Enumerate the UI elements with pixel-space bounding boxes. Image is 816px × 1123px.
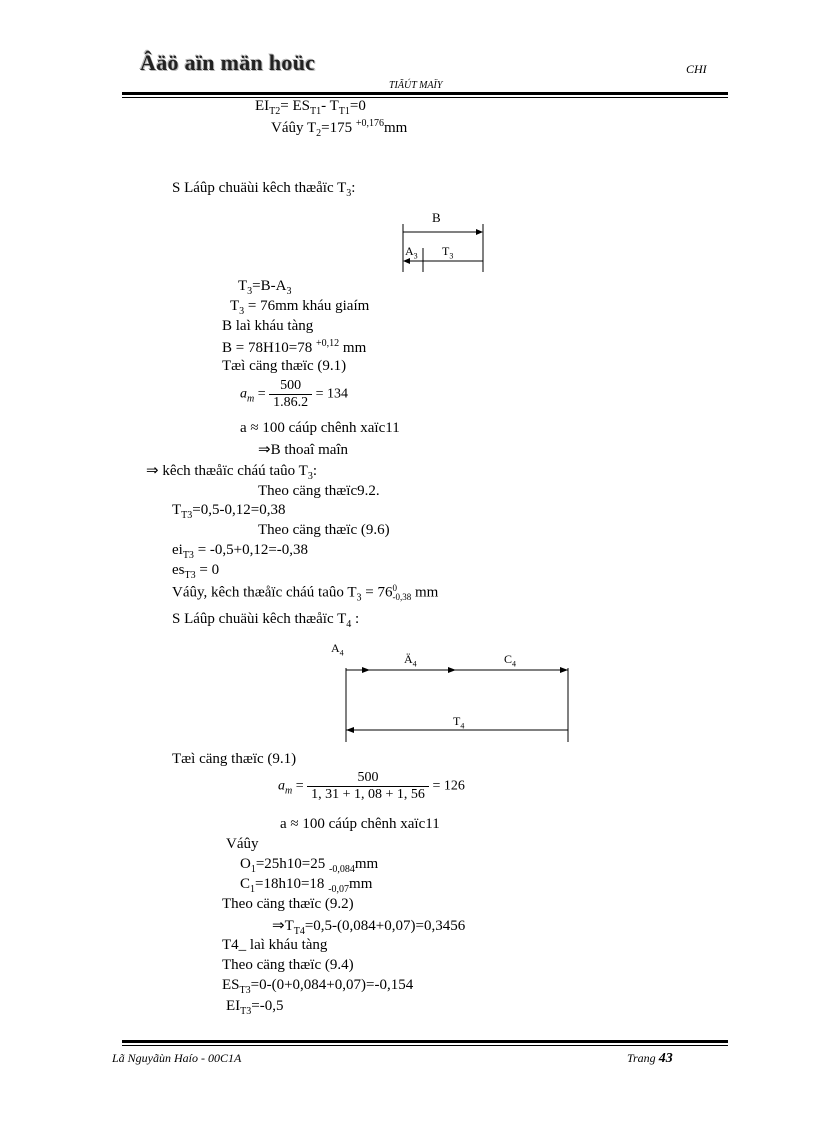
text-formula-9-6: Theo cäng thæïc (9.6) [258,522,390,538]
text-therefore: Váûy [226,836,259,852]
text-accuracy-grade-11-second: a ≈ 100 cáúp chênh xaïc11 [280,816,440,832]
equation-t3-76: $T_3 = 76mm$ kháu giaím [230,298,370,317]
diagram1-label-t3: $T_3$ [442,244,454,261]
dimension-chain-diagram-t4 [330,660,580,746]
text-manufacturing-dim-t3: ⇒ kêch thæåïc cháú taûo $T_3$: [146,463,317,482]
header-subtitle: TIÃÚT MAÏY [389,80,443,91]
text-accuracy-grade-11: a ≈ 100 cáúp chênh xaïc11 [240,420,400,436]
text-b-increasing: B laì kháu tàng [222,318,314,334]
dimension-chain-diagram-t3 [395,208,495,276]
header-right-text: CHI [686,62,707,76]
result-t3: Váûy, kêch thæåïc cháú taûo $T_3 = 76$ 0 -0,38 mm [172,583,439,604]
equation-tt4: $\Rightarrow T_{T4}=0,5-(0,084+0,07)=0,3456$ [272,918,466,937]
diagram1-label-b: B [432,210,441,225]
equation-o1: $O_1=25h10=25$ $_{-0,084}$mm [240,856,379,875]
equation-t3-b-a3: $T_3=B-A_3$ [238,278,292,297]
text-formula-9-2-second: Theo cäng thæïc (9.2) [222,896,354,912]
equation-c1: $C_1=18h10=18$ $_{-0,07}$mm [240,876,373,895]
text-b-satisfied: ⇒B thoaî maîn [258,442,349,458]
header-rule-thin [122,97,728,98]
document-header-title: Âäö aïn män hoüc [140,50,316,75]
diagram2-label-a4: $A_4$ [331,641,344,658]
equation-ei-t2: $EI_{T2}= ES_{T1}-$ $T_{T1}=0$ [255,98,366,117]
fraction-500-over-1-86-2: $\frac{500}{1.86.2}$ [269,378,312,411]
diagram2-label-c4: $C_4$ [504,652,517,669]
diagram2-label-t4: $T_4$ [453,714,465,731]
diagram1-label-a3: $A_3$ [405,244,418,261]
section-t3-heading: S Láûp chuäùi kêch thæåïc $T_3$: [172,180,356,199]
diagram2-label-mid: $Ä_4$ [404,652,417,669]
equation-es-t3: $es_{T3} = 0$ [172,562,220,581]
footer-page-number: Trang 43 [627,1051,673,1066]
equation-b-78h10: B = 78H10=78 $^{+0,12}$ mm [222,338,367,356]
text-t4-increasing: T4_ laì kháu tàng [222,937,328,953]
footer-rule-thin [122,1045,728,1046]
equation-tt3: $T_{T3}=0,5-0,12=0,38$ [172,502,286,521]
equation-es-t3-second: $ES_{T3}=0-(0+0,084+0,07)=-0,154$ [222,977,414,996]
text-formula-9-4: Theo cäng thæïc (9.4) [222,957,354,973]
fraction-500-over-sum: $\frac{500}{1, 31 + 1, 08 + 1, 56}$ [307,770,429,803]
footer-rule [122,1040,728,1043]
result-t2: Váûy $T_2=175$ $^{+0,176}$mm [271,118,408,139]
text-formula-9-1-second: Tæì cäng thæïc (9.1) [172,751,297,767]
header-rule [122,92,728,95]
equation-am-134: $a_m$ = $\frac{500}{1.86.2}$ = 134 [240,378,349,410]
text-formula-9-2: Theo cäng thæïc9.2. [258,483,380,499]
text-formula-9-1: Tæì cäng thæïc (9.1) [222,358,347,374]
equation-ei-t3: $ei_{T3} = -0,5+0,12=-0,38$ [172,542,309,561]
equation-am-126: $a_m$ = $\frac{500}{1, 31 + 1, 08 + 1, 56}$ = 126 [278,770,465,802]
equation-ei-t3-second: $EI_{T3}=-0,5$ [226,998,284,1017]
footer-author: Lã Nguyãùn Haío - 00C1A [112,1051,242,1065]
section-t4-heading: S Láûp chuäùi kêch thæåïc $T_4$ : [172,611,360,630]
